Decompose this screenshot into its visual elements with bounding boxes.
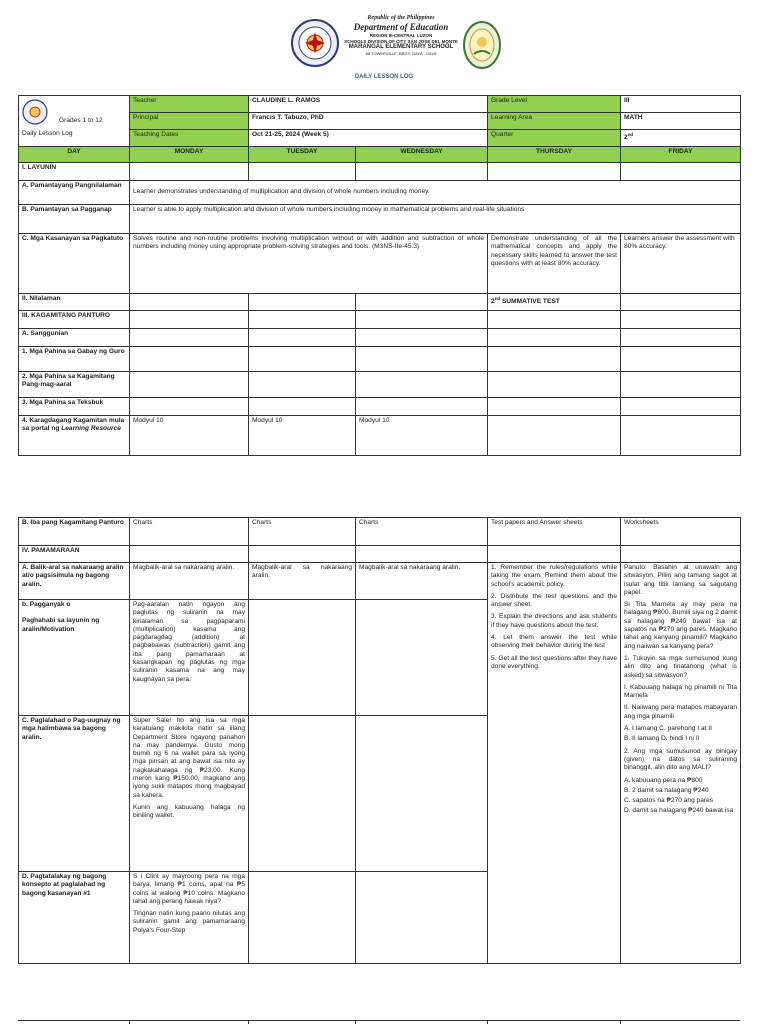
kasanayan-friday: Learners answer the assessment with 80% accuracy. [621,234,741,294]
worksheet-line: Panuto: Basahin at unawain ang sitwasyon. Piliin ang tamang sagot at isulat ang titik lamang sa sagutang papel. [624,564,737,596]
grade-value: III [621,96,741,113]
kasanayan-label: C. Mga Kasanayan sa Pagkatuto [19,234,130,294]
day-header: DAY [19,147,130,163]
friday-worksheet [621,563,741,964]
procedure-step: 5. Get all the test questions after they have done everything. [491,654,617,670]
friday-header: FRIDAY [621,147,741,163]
grades-text: Grades 1 to 12 [59,117,103,124]
wednesday-header: WEDNESDAY [356,147,488,163]
pangmagaaral-label: 2. Mga Pahina sa Kagamitang Pang-mag-aaral [19,372,130,398]
thursday-procedure [488,563,621,964]
balik-aral-monday: Magbalik-aral sa nakaraang aralin. [130,563,249,600]
worksheet-line: II. Naiiwang pera matapos mabayaran ang mga pinamili [624,704,737,720]
worksheet-line: B. 2 damit sa halagang ₱240 [624,786,709,794]
layunin-label: I. LAYUNIN [19,163,130,181]
procedure-step: 3. Explain the directions and ask students if they have questions about the test. [491,613,617,629]
sanggunian-label: A. Sanggunian [19,329,130,347]
division-text: SCHOOLS DIVISION OF CITY SAN JOSE DEL MONTE [344,38,458,44]
karagdagang-label: 4. Karagdagang Kagamitan mula sa portal ng Learning Resource [19,416,130,456]
tuesday-header: TUESDAY [249,147,356,163]
iba-label: B. Iba pang Kagamitang Panturo [19,518,130,546]
pagganyak-label: b. Pagganyak o Paghahabi sa layunin ng aralin/Motivation [19,600,130,716]
worksheet-line: D. damit sa halagang ₱240 bawat isa [624,807,734,815]
kasanayan-text: Solves routine and non-routine problems involving multiplication without or with addition and subtraction of whole numbers including money using appropriate problem-solving strategies and tools. (M3NS-IIe-45.3) [130,234,488,294]
teacher-label: Teacher [130,96,249,113]
pamantayang-text: Learner demonstrates understanding of multiplication and division of whole numbers including money. [130,181,741,205]
pamantayang-label: A. Pamantayang Pangnilalaman [19,181,130,205]
charts-wednesday: Charts [356,518,488,546]
procedure-step: 2. Distribute the test questions and the answer sheet. [491,592,617,609]
dll-id-cell [19,96,130,147]
pagganap-text: Learner is able to apply multiplication and division of whole numbers including money in mathematical problems and real-life situations [130,205,741,234]
area-value: MATH [621,113,741,130]
principal-name: Francis T. Tabuzo, PhD [249,113,488,130]
pagtatalakay-label: D. Pagtatalakay ng bagong konsepto at paglalahad ng bagong kasanayan #1 [19,872,130,964]
quarter-value: 2nd [621,130,741,147]
modyul-tuesday: Modyul 10 [249,416,356,456]
thursday-header: THURSDAY [488,147,621,163]
pamamaraan-label: IV. PAMAMARAAN [19,546,130,563]
dll-table-page-1 [18,95,741,456]
next-page-table-edge [18,1020,740,1024]
worksheets: Worksheets [621,518,741,546]
worksheet-line: 2. Ang mga sumusunod ay binigay (given) na datos sa suliraning binanggit, alin dito ang MALI? [624,747,737,772]
dll-table-page-2 [18,517,741,964]
balik-aral-tuesday: Magbalik-aral sa nakaraang aralin. [249,563,356,600]
worksheet-line: C. sapatos na ₱270 ang pares [624,797,714,805]
kasanayan-thursday: Demonstrate understanding of all the mathematical concepts and apply the necessary skills learned to answer the test questions with at least 80% accuracy. [488,234,621,294]
dll-text: Daily Lesson Log [22,130,73,137]
deped-seal-small-icon [22,99,48,125]
charts-monday: Charts [130,518,249,546]
modyul-wednesday: Modyul 10 [356,416,488,456]
procedure-step: 4. Let them answer the test while observing their behavior during the test [491,634,617,650]
school-logo-icon [462,20,502,70]
republic-text: Republic of the Philippines [367,15,435,21]
charts-tuesday: Charts [249,518,356,546]
area-label: Learning Area [488,113,621,130]
school-address: 68 TOWERVILLE, BRGY. GAYA - GAYA [365,51,437,56]
gabay-label: 1. Mga Pahina sa Gabay ng Guro [19,347,130,372]
balik-aral-label: A. Balik-aral sa nakaraang aralin at/o pagsisimula ng bagong aralin. [19,563,130,600]
dates-label: Teaching Dates [130,130,249,147]
balik-aral-wednesday: Magbalik-aral sa nakaraang aralin. [356,563,488,600]
worksheet-line: A. I lamang C. parehong I at II [624,725,712,733]
worksheet-line: Si Tita Marnela ay may pera na halagang ₱800. Bumili siya ng 2 damit sa halagang ₱240 bawat isa at sapatos na ₱270 ang pares. Magkano lahat ang kanyang pinamili? Magkano ang naiiwan sa kanyang pera? [624,601,737,650]
department-name: Department of Education [353,22,449,32]
paglalahad-label: C. Paglalahad o Pag-uugnay ng mga halimbawa sa bagong aralin. [19,716,130,872]
teksbuk-label: 3. Mga Pahina sa Teksbuk [19,398,130,416]
deped-seal-icon [290,18,340,68]
nilalaman-label: II. Nilalaman [19,294,130,311]
pagganyak-monday: Pag-aaralan natin ngayon ang paglutas ng suliranin na may kinalaman sa pagpaparami (multiplication) kasama ang pagdaragdag (addition) at pagbabawas (subtraction) gamit ang iba pang pamamaraan at kasangkapan ng paglutas ng mga suliranin kasama na ang may kaugnayan sa pera. [130,600,249,716]
monday-header: MONDAY [130,147,249,163]
region-text: REGION III-CENTRAL LUZON [369,33,433,38]
worksheet-line: I. Kabuuang halaga ng pinamili ni Tita Marnela [624,683,737,700]
kagamitan-label: III. KAGAMITANG PANTURO [19,311,130,329]
letterhead [0,14,768,86]
procedure-step: 1. Remember the rules/regulations while taking the exam. Remind them about the school’s academic policy. [491,564,617,588]
doc-title: DAILY LESSON LOG [354,74,414,80]
modyul-monday: Modyul 10 [130,416,249,456]
grade-label: Grade Level [488,96,621,113]
quarter-label: Quarter [488,130,621,147]
pagganap-label: B. Pamantayan sa Pagganap [19,205,130,234]
worksheet-line: A. kabuuang pera na ₱800 [624,776,703,784]
summative-test: 2nd SUMMATIVE TEST [488,294,621,311]
school-name: MARANGAL ELEMENTARY SCHOOL [348,44,454,50]
test-papers: Test papers and Answer sheets [488,518,621,546]
dates-value: Oct 21-25, 2024 (Week 5) [249,130,488,147]
principal-label: Principal [130,113,249,130]
worksheet-line: 1. Tukuyin sa mga sumusunod kung alin dito ang tinatanong (what is asked) sa sitwasyon? [624,654,737,679]
worksheet-line: B. II lamang D. hindi I ni II [624,735,700,743]
teacher-name: CLAUDINE L. RAMOS [249,96,488,113]
paglalahad-monday: Super Sale! Ito ang isa sa mga karatulang makikita natin sa iilang Department Store ngayong panahon na may pandemya. Gusto mong bumili ng 6 na wallet para sa iyong mga pinsan at ang bawat isa nito ay nagkakahalaga ng ₱23.00. Kung meron kang ₱150.00, magkano ang iyong sukli matapos mong magbayad sa kahera. Kunin ang kabuuang halaga ng biniling wallet. [130,716,249,872]
pagtatalakay-monday: S i Clint ay mayroong pera na mga barya, limang ₱1 coins, apat na ₱5 coins at walong ₱10 coins. Magkano lahat ang perang hawak niya? Tingnan natin kung paano nilutas ang suliranin gamit ang pamamaraang Polya’s Four-Step [130,872,249,964]
